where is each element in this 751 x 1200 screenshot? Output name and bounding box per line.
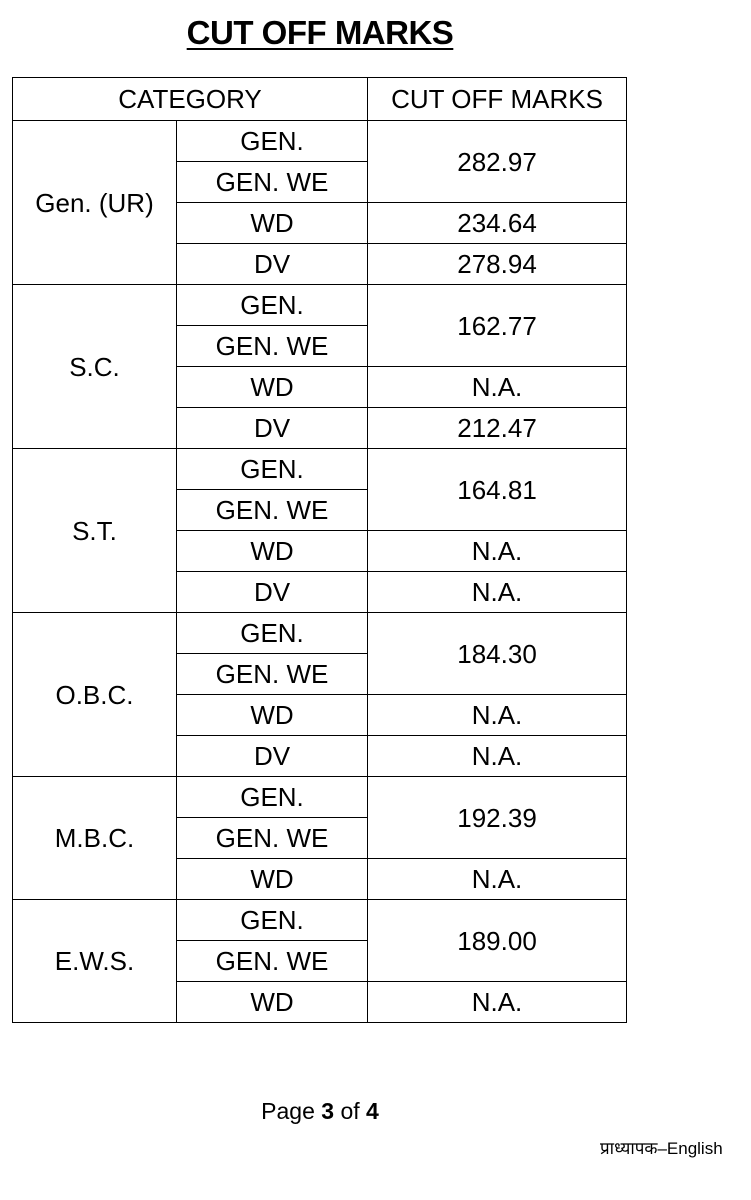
- category-mbc: M.B.C.: [13, 777, 177, 900]
- marks-value: 212.47: [368, 408, 627, 449]
- subcategory-wd: WD: [177, 531, 368, 572]
- marks-value: N.A.: [368, 982, 627, 1023]
- marks-value: 192.39: [368, 777, 627, 859]
- header-cut-off-marks: CUT OFF MARKS: [368, 78, 627, 121]
- table-header-row: [13, 78, 627, 121]
- subcategory-gen-we: GEN. WE: [177, 654, 368, 695]
- marks-value: 189.00: [368, 900, 627, 982]
- category-ews: E.W.S.: [13, 900, 177, 1023]
- subcategory-gen-we: GEN. WE: [177, 818, 368, 859]
- marks-value: N.A.: [368, 572, 627, 613]
- marks-value: N.A.: [368, 367, 627, 408]
- table-row: [13, 613, 627, 654]
- marks-value: 234.64: [368, 203, 627, 244]
- subcategory-gen-we: GEN. WE: [177, 490, 368, 531]
- subcategory-wd: WD: [177, 859, 368, 900]
- page-middle: of: [334, 1098, 367, 1124]
- marks-value: N.A.: [368, 736, 627, 777]
- subcategory-gen-we: GEN. WE: [177, 162, 368, 203]
- subcategory-gen: GEN.: [177, 613, 368, 654]
- table-row: [13, 121, 627, 162]
- subcategory-gen: GEN.: [177, 777, 368, 818]
- subcategory-dv: DV: [177, 244, 368, 285]
- marks-value: 282.97: [368, 121, 627, 203]
- subcategory-gen: GEN.: [177, 449, 368, 490]
- page-title: CUT OFF MARKS: [186, 14, 454, 51]
- subcategory-gen: GEN.: [177, 121, 368, 162]
- marks-value: N.A.: [368, 695, 627, 736]
- marks-value: N.A.: [368, 859, 627, 900]
- subcategory-dv: DV: [177, 408, 368, 449]
- marks-value: 184.30: [368, 613, 627, 695]
- subcategory-gen-we: GEN. WE: [177, 326, 368, 367]
- page-prefix: Page: [261, 1098, 322, 1124]
- page-total: 4: [366, 1098, 379, 1124]
- subcategory-gen: GEN.: [177, 900, 368, 941]
- footer-note: प्राध्यापक–English: [600, 1139, 723, 1158]
- category-sc: S.C.: [13, 285, 177, 449]
- subcategory-wd: WD: [177, 203, 368, 244]
- header-category: CATEGORY: [13, 78, 368, 121]
- marks-value: 162.77: [368, 285, 627, 367]
- page-number: [0, 1098, 640, 1125]
- category-obc: O.B.C.: [13, 613, 177, 777]
- subcategory-gen-we: GEN. WE: [177, 941, 368, 982]
- category-st: S.T.: [13, 449, 177, 613]
- table-row: [13, 900, 627, 941]
- marks-value: 164.81: [368, 449, 627, 531]
- subcategory-wd: WD: [177, 695, 368, 736]
- table-row: [13, 285, 627, 326]
- subcategory-dv: DV: [177, 736, 368, 777]
- cut-off-table: [12, 77, 627, 1023]
- marks-value: N.A.: [368, 531, 627, 572]
- table-row: [13, 449, 627, 490]
- subcategory-wd: WD: [177, 367, 368, 408]
- marks-value: 278.94: [368, 244, 627, 285]
- table-row: [13, 777, 627, 818]
- category-gen-ur: Gen. (UR): [13, 121, 177, 285]
- page-current: 3: [321, 1098, 335, 1124]
- subcategory-gen: GEN.: [177, 285, 368, 326]
- subcategory-dv: DV: [177, 572, 368, 613]
- subcategory-wd: WD: [177, 982, 368, 1023]
